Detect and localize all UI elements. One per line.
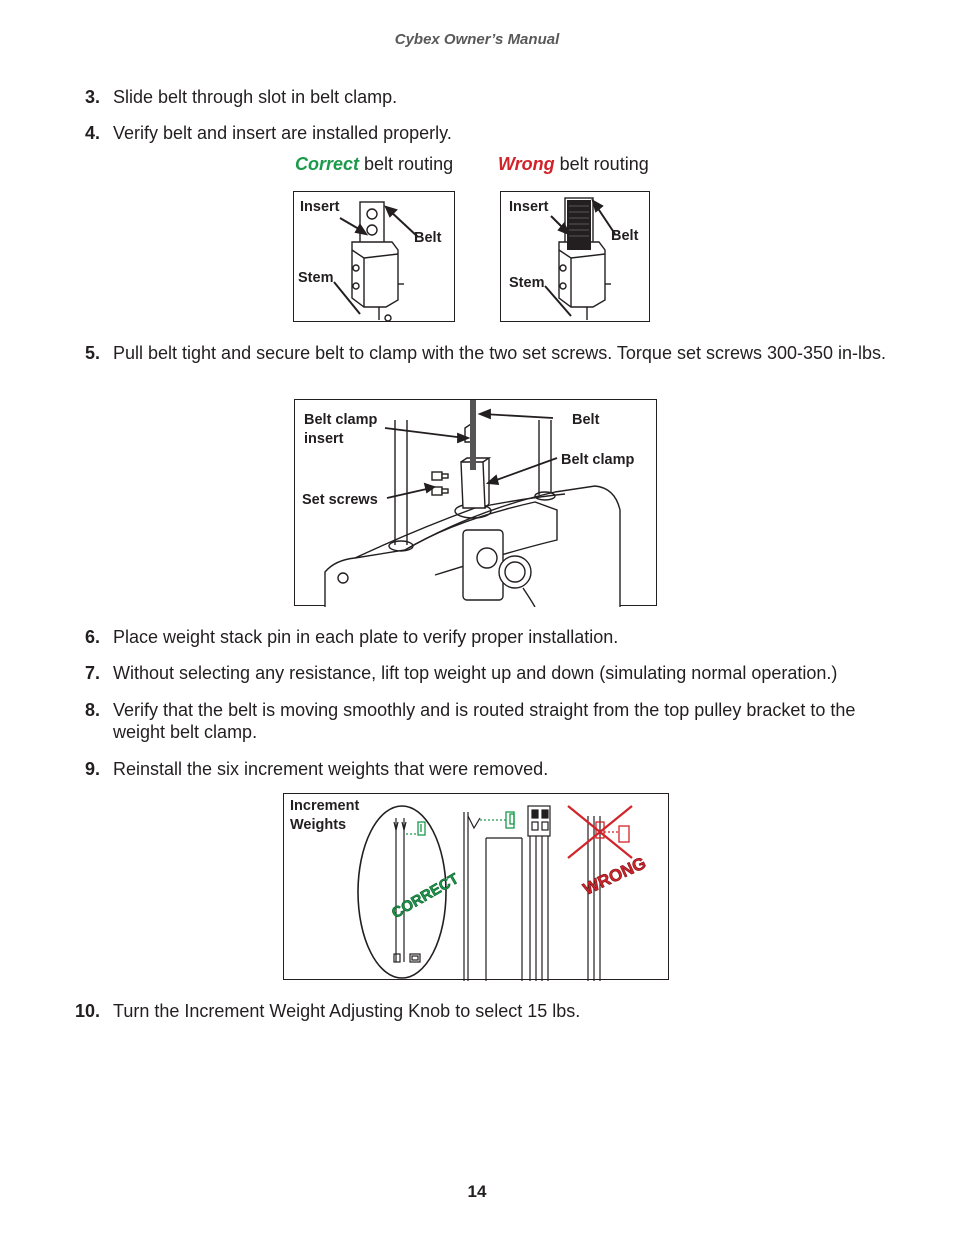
step-text: Without selecting any resistance, lift top weight up and down (simulating normal operation.) [113, 663, 838, 683]
wrong-word: Wrong [498, 154, 555, 174]
insert-label: Insert [509, 199, 549, 215]
increment-label-line2: Weights [290, 817, 347, 833]
step-5 [62, 342, 892, 364]
increment-weights-figure [283, 793, 669, 980]
step-number: 3. [84, 87, 100, 107]
step-text: Verify that the belt is moving smoothly and is routed straight from the top pulley bracket to the weight belt clamp. [113, 700, 856, 742]
step-text: Place weight stack pin in each plate to verify proper installation. [113, 627, 619, 647]
step-9 [62, 758, 892, 780]
correct-word: Correct [295, 154, 360, 174]
step-number: 6. [84, 627, 100, 647]
step-8 [62, 699, 892, 743]
correct-stamp: CORRECT [388, 870, 462, 923]
page-header: Cybex Owner’s Manual [394, 31, 560, 48]
wrong-routing-figure [500, 191, 650, 322]
belt-label: Belt [414, 230, 442, 246]
step-number: 4. [84, 123, 100, 143]
step-6 [62, 626, 892, 648]
step-10 [62, 1000, 892, 1022]
wrong-caption-rest: belt routing [554, 154, 649, 174]
step-text: Reinstall the six increment weights that were removed. [113, 759, 549, 779]
wrong-stamp: WRONG [580, 853, 649, 899]
correct-routing-figure [293, 191, 455, 322]
correct-caption [295, 154, 453, 175]
step-number: 8. [84, 700, 100, 720]
belt-label: Belt [572, 412, 600, 428]
step-text: Verify belt and insert are installed properly. [113, 123, 452, 143]
increment-label-line1: Increment [290, 798, 360, 814]
step-7 [62, 662, 892, 684]
step-text: Pull belt tight and secure belt to clamp with the two set screws. Torque set screws 300-350 in-lbs. [113, 343, 887, 363]
step-text: Turn the Increment Weight Adjusting Knob to select 15 lbs. [113, 1001, 581, 1021]
insert-label: Insert [300, 199, 340, 215]
page-number: 14 [467, 1182, 487, 1201]
belt-label: Belt [611, 228, 639, 244]
belt-clamp-insert-label-line1: Belt clamp [304, 412, 378, 428]
step-4 [62, 122, 892, 144]
step-text: Slide belt through slot in belt clamp. [113, 87, 398, 107]
step-number: 5. [84, 343, 100, 363]
set-screws-label: Set screws [302, 492, 378, 508]
wrong-caption [498, 154, 649, 175]
belt-clamp-label: Belt clamp [561, 452, 635, 468]
step-number: 7. [84, 663, 100, 683]
step-3 [62, 86, 892, 108]
stem-label: Stem [298, 270, 334, 286]
correct-caption-rest: belt routing [359, 154, 454, 174]
belt-clamp-insert-label-line2: insert [304, 431, 344, 447]
stem-label: Stem [509, 275, 545, 291]
belt-clamp-figure [294, 399, 657, 606]
step-number: 10. [74, 1001, 100, 1021]
step-number: 9. [84, 759, 100, 779]
